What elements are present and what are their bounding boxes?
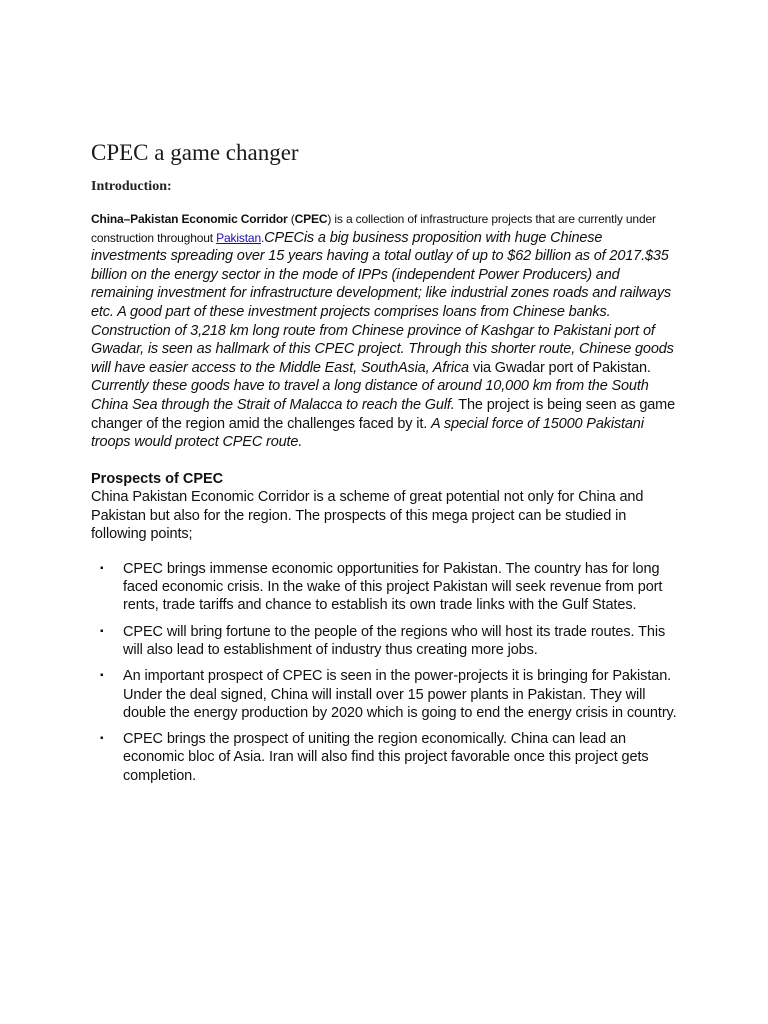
intro-italic-3: A special force of 15000 Pakistani troops would protect CPEC route.	[91, 415, 644, 451]
pakistan-link[interactable]: Pakistan	[216, 230, 261, 245]
bullet-icon: ▪	[100, 562, 104, 574]
intro-italic-2: Currently these goods have to travel a long distance of around 10,000 km from the South China Sea through the Strait of Malacca to reach the Gulf.	[91, 378, 649, 413]
cpec-abbr: CPEC	[294, 212, 328, 226]
intro-text-1: ) is a collection of infrastructure projects that are currently under construction throughout	[91, 212, 656, 245]
list-item-text: CPEC will bring fortune to the people of the regions who will host its trade routes. This will also lead to establishment of industry thus creating more jobs.	[123, 623, 666, 658]
prospects-heading: Prospects of CPEC	[91, 470, 224, 487]
document-page	[91, 138, 681, 793]
intro-paren: (	[287, 212, 295, 226]
introduction-heading: Introduction:	[91, 179, 172, 194]
list-item	[91, 730, 681, 785]
list-item	[91, 560, 681, 615]
list-item-text: An important prospect of CPEC is seen in the power-projects it is bringing for Pakistan. Under the deal signed, China will install over 15 power plants in Pakistan. They will double the energy production by 2020 which is going to end the energy crisis in country.	[123, 668, 677, 721]
intro-text-2: .	[260, 230, 265, 245]
list-item-text: CPEC brings immense economic opportunities for Pakistan. The country has for long faced economic crisis. In the wake of this project Pakistan will seek revenue from port rents, trade tariffs and chance to establish its own trade links with the Gulf States.	[123, 560, 663, 614]
introduction-paragraph	[91, 210, 681, 452]
list-item-text: CPEC brings the prospect of uniting the region economically. China can lead an economic bloc of Asia. Iran will also find this project favorable once this project gets completion.	[123, 731, 649, 784]
list-item	[91, 623, 681, 660]
intro-plain-2: The project is being seen as game changer of the region amid the challenges faced by it.	[91, 396, 676, 432]
bullet-icon: ▪	[100, 670, 104, 682]
bullet-icon: ▪	[100, 625, 104, 637]
list-item	[91, 667, 681, 722]
corridor-name: China–Pakistan Economic Corridor	[91, 212, 288, 226]
prospects-list	[91, 560, 681, 785]
bullet-icon: ▪	[100, 733, 104, 745]
intro-italic-1: CPECis a big business proposition with huge Chinese investments spreading over 15 years having a total outlay of up to $62 billion as of 2017.$35 billion on the energy sector in the mode of IPPs (independent Power Producers) and remaining investment for infrastructure development; like industrial zones roads and railways etc. A good part of these investment projects comprises loans from Chinese banks. Construction of 3,218 km long route from Chinese province of Kashgar to Pakistani port of Gwadar, is seen as hallmark of this CPEC project. Through this shorter route, Chinese goods will have easier access to the Middle East, SouthAsia, Africa	[91, 229, 674, 376]
document-title: CPEC a game changer	[91, 140, 299, 165]
prospects-intro: China Pakistan Economic Corridor is a scheme of great potential not only for China and Pakistan but also for the region. The prospects of this mega project can be studied in following points;	[91, 489, 644, 543]
intro-plain-1: via Gwadar port of Pakistan.	[468, 359, 651, 376]
